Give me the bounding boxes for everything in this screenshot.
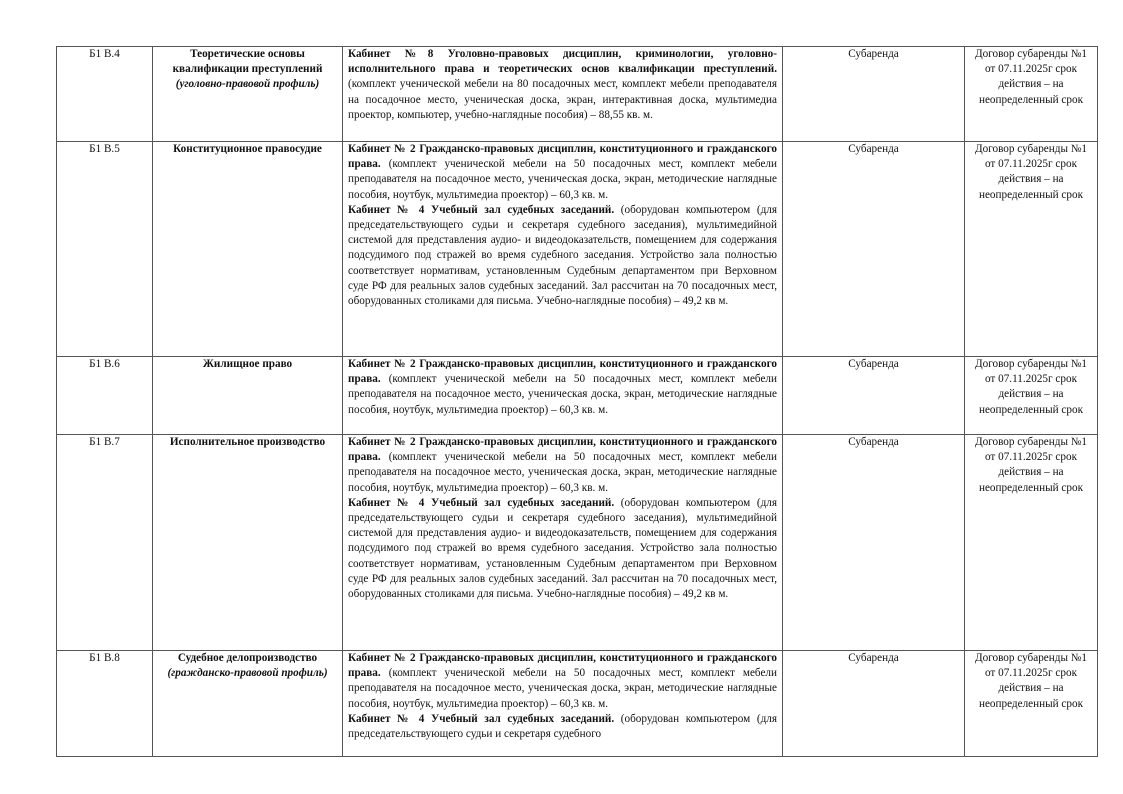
contract-info: Договор субаренды №1 от 07.11.2025г срок действия – на неопределенный срок (965, 435, 1098, 651)
room-details: (оборудован компьютером (для председательствующего судьи и секретаря судебного (348, 712, 778, 741)
contract-info: Договор субаренды №1 от 07.11.2025г срок действия – на неопределенный срок (965, 651, 1098, 757)
table-row (57, 142, 1098, 357)
room-details: (комплект ученической мебели на 80 посадочных мест, комплект мебели преподавателя на посадочное место, ученическая доска, экран, интерактивная доска, мультимедиа проектор, компьютер, учебно-наглядные пособия) – 88,55 кв. м. (348, 78, 777, 121)
room-entry (348, 203, 777, 309)
room-description (343, 357, 783, 435)
room-entry (348, 496, 777, 602)
table-row (57, 357, 1098, 435)
discipline-code: Б1 В.7 (57, 435, 153, 651)
room-title: Кабинет № 2 Гражданско-правовых дисциплин, конституционного и гражданского права. (348, 436, 777, 464)
discipline-title: Жилищное право (202, 358, 293, 370)
discipline-code: Б1 В.6 (57, 357, 153, 435)
discipline-name (153, 47, 343, 142)
discipline-name (153, 142, 343, 357)
contract-info: Договор субаренды №1 от 07.11.2025г срок действия – на неопределенный срок (965, 357, 1098, 435)
room-title: Кабинет № 4 Учебный зал судебных заседаний. (348, 496, 615, 509)
room-entry (348, 47, 777, 123)
room-details: (оборудован компьютером (для председательствующего судьи и секретаря судебного заседания), мультимедийной системой для представления аудио- и видеодоказательств, помещением для содержания подсудимого под стражей во время судебного заседания. Устройство зала полностью соответствует нормативам, установленным Судебным департаментом при Верховном суде РФ для реальных залов судебных заседаний. Зал рассчитан на 70 посадочных мест, оборудованных столиками для письма. Учебно-наглядные пособия) – 49,2 кв м. (348, 496, 778, 601)
room-details: (оборудован компьютером (для председательствующего судьи и секретаря судебного заседания), мультимедийной системой для представления аудио- и видеодоказательств, помещением для содержания подсудимого под стражей во время судебного заседания. Устройство зала полностью соответствует нормативам, установленным Судебным департаментом при Верховном суде РФ для реальных залов судебных заседаний. Зал рассчитан на 70 посадочных мест, оборудованных столиками для письма. Учебно-наглядные пособия) – 49,2 кв м. (348, 203, 778, 308)
discipline-title: Исполнительное производство (169, 436, 326, 448)
room-description (343, 142, 783, 357)
room-title: Кабинет № 4 Учебный зал судебных заседаний. (348, 203, 615, 216)
usage-basis: Субаренда (783, 142, 965, 357)
room-title: Кабинет № 2 Гражданско-правовых дисциплин, конституционного и гражданского права. (348, 143, 777, 171)
discipline-title: Теоретические основы квалификации преступлений (172, 48, 323, 76)
room-description (343, 435, 783, 651)
contract-info: Договор субаренды №1 от 07.11.2025г срок действия – на неопределенный срок (965, 142, 1098, 357)
usage-basis: Субаренда (783, 435, 965, 651)
room-entry (348, 357, 777, 418)
room-title: Кабинет № 4 Учебный зал судебных заседаний. (348, 712, 615, 725)
discipline-title: Конституционное правосудие (173, 143, 322, 155)
room-details: (комплект ученической мебели на 50 посадочных мест, комплект мебели преподавателя на посадочное место, ученическая доска, экран, методические наглядные пособия, ноутбук, мультимедиа проектор) – 60,3 кв. м. (348, 158, 777, 201)
table-row (57, 435, 1098, 651)
room-entry (348, 435, 777, 496)
discipline-code: Б1 В.4 (57, 47, 153, 142)
table-row (57, 651, 1098, 757)
usage-basis: Субаренда (783, 357, 965, 435)
discipline-title: Судебное делопроизводство (177, 652, 318, 664)
room-title: Кабинет №8 Уголовно-правовых дисциплин, криминологии, уголовно-исполнительного права и теоретических основ квалификации преступлений. (348, 48, 777, 76)
discipline-code: Б1 В.8 (57, 651, 153, 757)
discipline-code: Б1 В.5 (57, 142, 153, 357)
room-entry (348, 712, 777, 742)
discipline-name (153, 651, 343, 757)
usage-basis: Субаренда (783, 47, 965, 142)
discipline-profile: (гражданско-правовой профиль) (167, 667, 328, 680)
discipline-name (153, 357, 343, 435)
room-description (343, 47, 783, 142)
room-title: Кабинет № 2 Гражданско-правовых дисциплин, конституционного и гражданского права. (348, 652, 777, 680)
room-description (343, 651, 783, 757)
facilities-table (56, 46, 1098, 757)
usage-basis: Субаренда (783, 651, 965, 757)
room-title: Кабинет № 2 Гражданско-правовых дисциплин, конституционного и гражданского права. (348, 358, 777, 386)
contract-info: Договор субаренды №1 от 07.11.2025г срок действия – на неопределенный срок (965, 47, 1098, 142)
table-row (57, 47, 1098, 142)
discipline-name (153, 435, 343, 651)
room-details: (комплект ученической мебели на 50 посадочных мест, комплект мебели преподавателя на посадочное место, ученическая доска, экран, методические наглядные пособия, ноутбук, мультимедиа проектор) – 60,3 кв. м. (348, 667, 777, 710)
room-entry (348, 651, 777, 712)
room-details: (комплект ученической мебели на 50 посадочных мест, комплект мебели преподавателя на посадочное место, ученическая доска, экран, методические наглядные пособия, ноутбук, мультимедиа проектор) – 60,3 кв. м. (348, 373, 777, 416)
room-entry (348, 142, 777, 203)
room-details: (комплект ученической мебели на 50 посадочных мест, комплект мебели преподавателя на посадочное место, ученическая доска, экран, методические наглядные пособия, ноутбук, мультимедиа проектор) – 60,3 кв. м. (348, 451, 777, 494)
discipline-profile: (уголовно-правовой профиль) (175, 78, 320, 91)
